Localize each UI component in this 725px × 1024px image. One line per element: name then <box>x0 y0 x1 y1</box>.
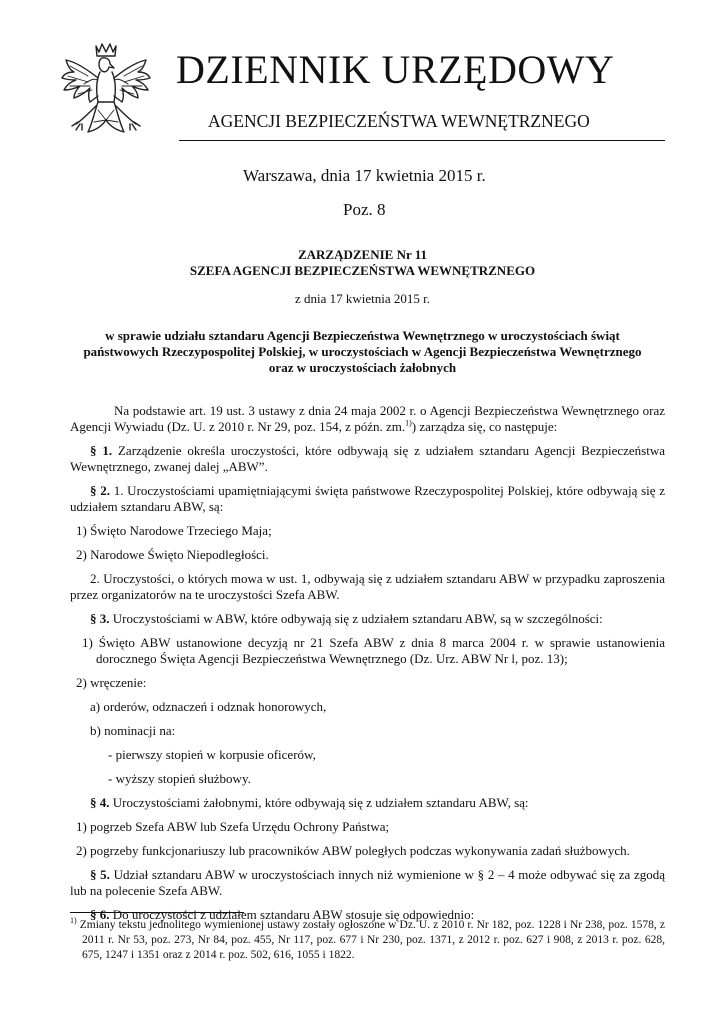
act-subject-line: państwowych Rzeczypospolitej Polskiej, w uroczystościach w Agencji Bezpieczeństwa Wewnętrznego <box>83 344 642 359</box>
footnote <box>70 918 665 963</box>
act-body <box>70 403 665 931</box>
footnote-reference[interactable]: 1) <box>405 418 412 428</box>
preamble-text-end: ) zarządza się, co następuje: <box>411 419 558 434</box>
paragraph-number: § 1. <box>90 443 113 458</box>
paragraph-text: Udział sztandaru ABW w uroczystościach innych niż wymienione w § 2 – 4 może odbywać się za zgodą lub na polecenie Szefa ABW. <box>70 867 666 898</box>
preamble-text: Na podstawie art. 19 ust. 3 ustawy z dnia 24 maja 2002 r. o Agencji Bezpieczeństwa Wewnętrznego oraz Agencji Wywiadu (Dz. U. z 2010 r. Nr 29, poz. 154, z późn. zm. <box>70 403 665 434</box>
paragraph-2-section-2: 2. Uroczystości, o których mowa w ust. 1, odbywają się z udziałem sztandaru ABW w przypadku zaproszenia przez organizatorów na te uroczystości Szefa ABW. <box>70 571 665 602</box>
paragraph-text: Zarządzenie określa uroczystości, które odbywają się z udziałem sztandaru Agencji Bezpieczeństwa Wewnętrznego, zwanej dalej „ABW”. <box>70 443 666 474</box>
footnote-marker: 1) <box>70 916 77 926</box>
paragraph-text: Do uroczystości z udziałem sztandaru ABW stosuje się odpowiednio: <box>109 907 475 922</box>
footnote-text: Zmiany tekstu jednolitego wymienionej ustawy zostały ogłoszone w Dz. U. z 2010 r. Nr 182, poz. 1228 i Nr 238, poz. 1578, z 2011 r. Nr 53, poz. 273, Nr 84, poz. 455, Nr 117, poz. 677 i Nr 230, poz. 1371, z 2012 r. poz. 627 i 908, z 2013 r. poz. 628, 675, 1247 i 1351 oraz z 2014 r. poz. 502, 616, 1055 i 1822. <box>76 919 665 961</box>
paragraph-4 <box>70 795 665 811</box>
paragraph-2 <box>70 483 665 515</box>
sub-list-item: b) nominacji na: <box>90 723 176 738</box>
issue-date: Warszawa, dnia 17 kwietnia 2015 r. <box>243 166 486 185</box>
paragraph-number: § 2. <box>90 483 110 498</box>
act-subject-line: w sprawie udziału sztandaru Agencji Bezpieczeństwa Wewnętrznego w uroczystościach świąt <box>105 328 620 343</box>
act-title-line: ZARZĄDZENIE Nr 11 <box>297 247 428 262</box>
act-date: z dnia 17 kwietnia 2015 r. <box>294 291 431 306</box>
list-item: 2) Narodowe Święto Niepodległości. <box>76 547 269 562</box>
list-item: 1) Święto ABW ustanowione decyzją nr 21 Szefa ABW z dnia 8 marca 2004 r. w sprawie ustanowienia dorocznego Święta Agencji Bezpieczeństwa Wewnętrznego (Dz. Urz. ABW Nr l, poz. 13); <box>82 635 665 666</box>
list-item: 1) pogrzeb Szefa ABW lub Szefa Urzędu Ochrony Państwa; <box>76 819 390 834</box>
footnote-divider <box>70 912 244 913</box>
paragraph-number: § 6. <box>90 907 110 922</box>
act-title <box>40 247 685 279</box>
journal-subtitle: AGENCJI BEZPIECZEŃSTWA WEWNĘTRZNEGO <box>208 111 590 131</box>
journal-title: DZIENNIK URZĘDOWY <box>176 47 615 92</box>
list-item: 2) pogrzeby funkcjonariuszy lub pracowników ABW poległych podczas wykonywania zadań służbowych. <box>76 843 630 858</box>
paragraph-number: § 5. <box>90 867 110 882</box>
preamble <box>70 403 665 435</box>
paragraph-number: § 3. <box>90 611 110 626</box>
paragraph-text: Uroczystościami żałobnymi, które odbywają się z udziałem sztandaru ABW, są: <box>109 795 529 810</box>
paragraph-1 <box>70 443 665 475</box>
list-item: 1) Święto Narodowe Trzeciego Maja; <box>76 523 272 538</box>
act-subject <box>40 328 685 376</box>
paragraph-3 <box>70 611 665 627</box>
list-item: 2) wręczenie: <box>76 675 147 690</box>
act-subject-line: oraz w uroczystościach żałobnych <box>268 360 457 375</box>
issue-position: Poz. 8 <box>343 200 386 219</box>
act-title-line: SZEFA AGENCJI BEZPIECZEŃSTWA WEWNĘTRZNEGO <box>189 263 536 278</box>
header-divider <box>179 140 665 141</box>
paragraph-text: 1. Uroczystościami upamiętniającymi święta państwowe Rzeczypospolitej Polskiej, które odbywają się z udziałem sztandaru ABW, są: <box>70 483 666 514</box>
paragraph-5 <box>70 867 665 899</box>
dash-item: - wyższy stopień służbowy. <box>108 771 251 786</box>
sub-list-item: a) orderów, odznaczeń i odznak honorowych, <box>90 699 327 714</box>
dash-item: - pierwszy stopień w korpusie oficerów, <box>108 747 316 762</box>
paragraph-number: § 4. <box>90 795 110 810</box>
white-eagle-emblem-icon <box>58 40 154 158</box>
paragraph-text: Uroczystościami w ABW, które odbywają się z udziałem sztandaru ABW, są w szczególności: <box>109 611 603 626</box>
